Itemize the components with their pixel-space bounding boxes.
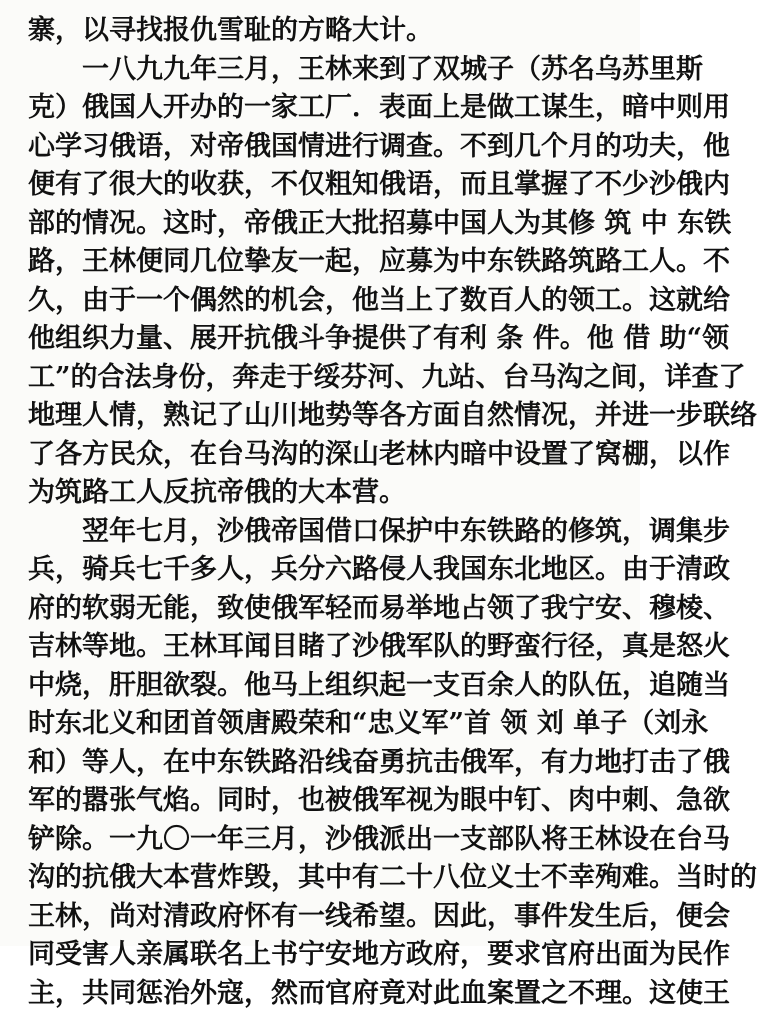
text-line: 寨，以寻找报仇雪耻的方略大计。 — [28, 12, 612, 51]
text-line: 同受害人亲属联名上书宁安地方政府，要求官府出面为民作 — [28, 936, 612, 975]
text-line: 翌年七月，沙俄帝国借口保护中东铁路的修筑，调集步 — [28, 513, 612, 552]
paragraph-3 — [28, 513, 612, 1013]
text-line: 部的情况。这时，帝俄正大批招募中国人为其修 筑 中 东铁 — [28, 205, 612, 244]
text-line: 地理人情，熟记了山川地势等各方面自然情况，并进一步联络 — [28, 397, 612, 436]
text-line: 中烧，肝胆欲裂。他马上组织起一支百余人的队伍，追随当 — [28, 667, 612, 706]
text-line: 沟的抗俄大本营炸毁，其中有二十八位义士不幸殉难。当时的 — [28, 859, 612, 898]
text-line: 一八九九年三月，王林来到了双城子（苏名乌苏里斯 — [28, 51, 612, 90]
text-line: 为筑路工人反抗帝俄的大本营。 — [28, 474, 612, 513]
text-line: 吉林等地。王林耳闻目睹了沙俄军队的野蛮行径，真是怒火 — [28, 628, 612, 667]
text-line: 久，由于一个偶然的机会，他当上了数百人的领工。这就给 — [28, 282, 612, 321]
text-line: 和）等人，在中东铁路沿线奋勇抗击俄军，有力地打击了俄 — [28, 744, 612, 783]
text-line: 克）俄国人开办的一家工厂．表面上是做工谋生，暗中则用 — [28, 89, 612, 128]
text-line: 他组织力量、展开抗俄斗争提供了有利 条 件。他 借 助“领 — [28, 320, 612, 359]
text-line: 兵，骑兵七千多人，兵分六路侵人我国东北地区。由于清政 — [28, 551, 612, 590]
text-line: 路，王林便同几位挚友一起，应募为中东铁路筑路工人。不 — [28, 243, 612, 282]
paragraph-1 — [28, 12, 612, 51]
paragraph-2 — [28, 51, 612, 513]
text-line: 心学习俄语，对帝俄国情进行调查。不到几个月的功夫，他 — [28, 128, 612, 167]
text-line: 工”的合法身份，奔走于绥芬河、九站、台马沟之间，详查了 — [28, 359, 612, 398]
text-line: 王林，尚对清政府怀有一线希望。因此，事件发生后，便会 — [28, 898, 612, 937]
text-line: 便有了很大的收获，不仅粗知俄语，而且掌握了不少沙俄内 — [28, 166, 612, 205]
text-line: 了各方民众，在台马沟的深山老林内暗中设置了窝棚，以作 — [28, 436, 612, 475]
text-line: 时东北义和团首领唐殿荣和“忠义军”首 领 刘 单子（刘永 — [28, 705, 612, 744]
text-line: 主，共同惩治外寇，然而官府竟对此血案置之不理。这使王 — [28, 975, 612, 1013]
text-line: 府的软弱无能，致使俄军轻而易举地占领了我宁安、穆棱、 — [28, 590, 612, 629]
text-line: 铲除。一九〇一年三月，沙俄派出一支部队将王林设在台马 — [28, 821, 612, 860]
text-line: 军的嚣张气焰。同时，也被俄军视为眼中钉、肉中刺、急欲 — [28, 782, 612, 821]
